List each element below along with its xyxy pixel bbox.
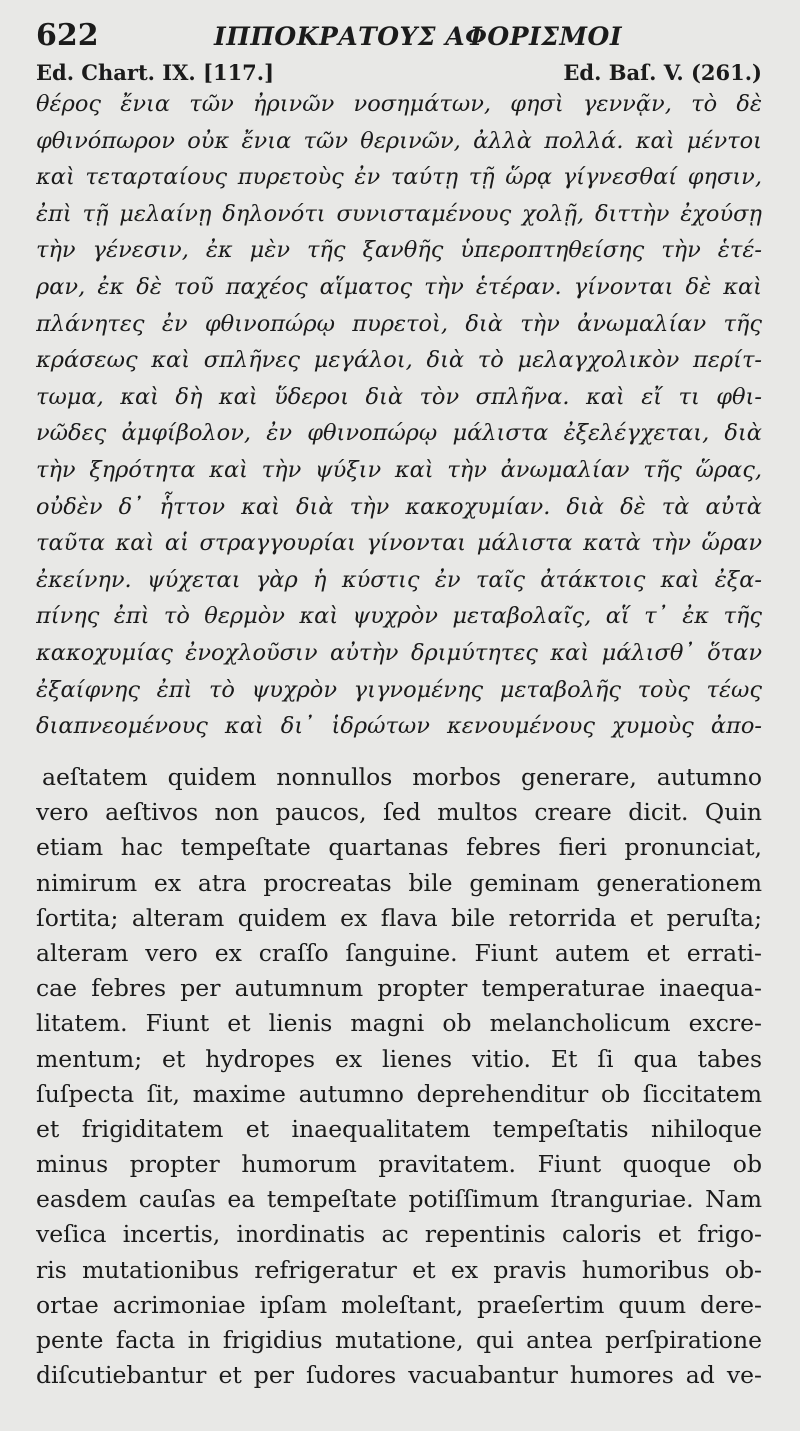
latin-line: et frigiditatem et inaequalitatem tempeſtatis nihiloque	[36, 1114, 762, 1143]
latin-line: ortae acrimoniae ipſam moleſtant, praeſertim quum dere-	[36, 1290, 762, 1319]
greek-line: ἐκείνην. ψύχεται γὰρ ἡ κύστις ἐν ταῖς ἀτάκτοις καὶ ἐξα-	[36, 566, 762, 593]
greek-line: φθινόπωρον οὐκ ἔνια τῶν θερινῶν, ἀλλὰ πολλά. καὶ μέντοι	[36, 127, 762, 154]
latin-line: minus propter humorum pravitatem. Fiunt quoque ob	[36, 1150, 762, 1179]
greek-line: ἐξαίφνης ἐπὶ τὸ ψυχρὸν γιγνομένης μεταβολῆς τοὺς τέως	[36, 676, 762, 703]
greek-line: πίνης ἐπὶ τὸ θερμὸν καὶ ψυχρὸν μεταβολαῖς, αἵ τ᾽ ἐκ τῆς	[36, 603, 762, 630]
greek-line: ταῦτα καὶ αἱ στραγγουρίαι γίνονται μάλιστα κατὰ τὴν ὥραν	[36, 530, 762, 557]
latin-line: alteram vero ex craſſo ſanguine. Fiunt autem et errati-	[36, 938, 762, 967]
latin-line: easdem cauſas ea tempeſtate potiſſimum ſtranguriae. Nam	[36, 1185, 762, 1214]
greek-line: τὴν γένεσιν, ἐκ μὲν τῆς ξανθῆς ὑπεροπτηθείσης τὴν ἑτέ-	[36, 237, 762, 264]
greek-line: τωμα, καὶ δὴ καὶ ὕδεροι διὰ τὸν σπλῆνα. καὶ εἴ τι φθι-	[36, 383, 762, 410]
latin-line: cae febres per autumnum propter temperaturae inaequa-	[36, 974, 762, 1003]
greek-line: διαπνεομένους καὶ δι᾽ ἱδρώτων κενουμένους χυμοὺς ἀπο-	[36, 713, 762, 740]
greek-line: πλάνητες ἐν φθινοπώρῳ πυρετοὶ, διὰ τὴν ἀνωμαλίαν τῆς	[36, 310, 762, 337]
latin-line: pente facta in frigidius mutatione, qui antea perſpiratione	[36, 1326, 762, 1354]
latin-line: nimirum ex atra procreatas bile geminam generationem	[36, 868, 762, 897]
greek-line: ἐπὶ τῇ μελαίνῃ δηλονότι συνισταμένους χολῇ, διττὴν ἐχούσῃ	[36, 200, 762, 227]
latin-line: ſuſpecta ſit, maxime autumno deprehenditur ob ſiccitatem	[36, 1079, 762, 1108]
greek-line: καὶ τεταρταίους πυρετοὺς ἐν ταύτῃ τῇ ὥρᾳ γίγνεσθαί φησιν,	[36, 164, 762, 191]
greek-line: κακοχυμίας ἐνοχλοῦσιν αὐτὴν δριμύτητες καὶ μάλισθ᾽ ὅταν	[36, 639, 762, 666]
latin-line: litatem. Fiunt et lienis magni ob melancholicum excre-	[36, 1009, 762, 1038]
edition-basel-reference: Ed. Baſ. V. (261.)	[563, 60, 762, 85]
latin-line: etiam hac tempeſtate quartanas febres fieri pronunciat,	[36, 833, 762, 862]
latin-translation-block	[36, 760, 762, 1393]
greek-line: τὴν ξηρότητα καὶ τὴν ψύξιν καὶ τὴν ἀνωμαλίαν τῆς ὥρας,	[36, 456, 762, 483]
greek-text-block	[36, 86, 762, 745]
greek-line: νῶδες ἀμφίβολον, ἐν φθινοπώρῳ μάλιστα ἐξελέγχεται, διὰ	[36, 420, 762, 447]
greek-line: ραν, ἐκ δὲ τοῦ παχέος αἵματος τὴν ἑτέραν. γίνονται δὲ καὶ	[36, 273, 762, 300]
greek-line: οὐδὲν δ᾽ ἧττον καὶ διὰ τὴν κακοχυμίαν. διὰ δὲ τὰ αὐτὰ	[36, 493, 762, 520]
latin-line: diſcutiebantur et per ſudores vacuabantur humores ad ve-	[36, 1361, 762, 1390]
running-title: ΙΠΠΟΚΡΑΤΟΥΣ ΑΦΟΡΙΣΜΟΙ	[214, 22, 623, 51]
latin-line: mentum; et hydropes ex lienes vitio. Et ſi qua tabes	[36, 1044, 762, 1073]
page-number: 622	[36, 18, 99, 53]
latin-line: veſica incertis, inordinatis ac repentinis caloris et frigo-	[36, 1220, 762, 1249]
greek-line: θέρος ἔνια τῶν ἠρινῶν νοσημάτων, φησὶ γεννᾷν, τὸ δὲ	[36, 91, 762, 117]
edition-chart-reference: Ed. Chart. IX. [117.]	[36, 60, 275, 85]
edition-references	[36, 60, 762, 88]
latin-line: aeſtatem quidem nonnullos morbos generare, autumno	[42, 763, 762, 791]
greek-line: κράσεως καὶ σπλῆνες μεγάλοι, διὰ τὸ μελαγχολικὸν περίτ-	[36, 347, 762, 374]
latin-line: ris mutationibus refrigeratur et ex pravis humoribus ob-	[36, 1255, 762, 1284]
latin-line: vero aeſtivos non paucos, ſed multos creare dicit. Quin	[36, 798, 762, 827]
latin-line: ſortita; alteram quidem ex flava bile retorrida et peruſta;	[36, 903, 762, 932]
